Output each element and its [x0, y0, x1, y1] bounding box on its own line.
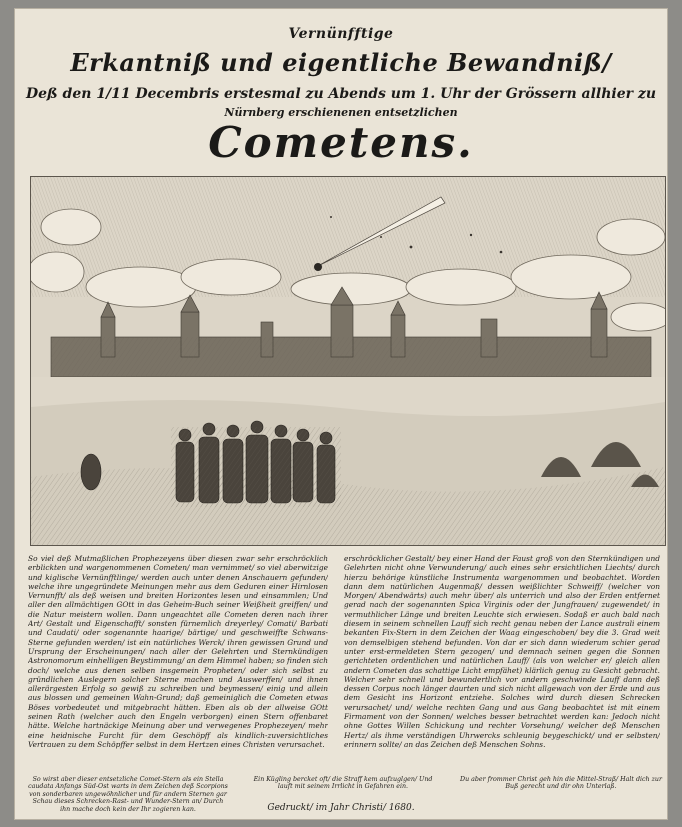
- title-block: [14, 8, 668, 178]
- title-line-2: Erkantniß und eigentliche Bewandniß/: [70, 48, 612, 77]
- body-left-column: So viel deß Mutmaßlichen Prophezeyens über diesen zwar sehr erschröcklich erblickten und wargenommenen Cometen/ man vernimmet/ so viel aberwitzige und kiglische Vernünfftlinge/ werden auch unter denen Anschauern gefunden/ welche ihre ungegründete Meinungen mehr aus dem Geduren einer Hirnlosen Vernunfft/ als deß weisen und breiten Horizontes lesen und einsammlen; Und aller den allmächtigen GOtt in das Geheim-Buch seiner Weißheit greiffen/ und die Natur meistern wollen. Dann ungeachtet alle Cometen deren nach ihrer Art/ Gestalt und Eigenschafft/ sonsten fürnemlich dreyerley/ Comati/ Barbati und Caudati/ oder sogenannte haarige/ bärtige/ und geschweiffte Schwans-Sterne gefunden werden/ ist ein natürliches Werck/ ihren gewissen Grund und Ursprung der Erscheinungen/ nach aller der Gelehrten und Sternkündigen Astronomorum einhelligen Beystimmung/ an dem Himmel haben; so finden sich doch/ welche aus denen selben insgemein Propheten/ oder sich selbst zu gründlichen Auslegern solcher Sterne machen und Auswerffen/ und ihnen allerärgesten Erfolg so gewiß zu schreiben und beymessen/ einig und allein aus blossen und gemeinen Wahn-Grund; daß gemeiniglich die Cometen etwas Böses vorbedeutet und mitgebracht hätten. Eben als ob der allweise GOtt seinen Rath (welcher auch den Engeln verborgen) einen Stern offenbaret hätte. Welche hartnäckige Meinung aber und verwegenes Prophezeyen/ mehr eine heidnische Furcht für dem Geschöpff als kindlich-zuversichtliches Vertrauen zu dem Schöpffer selbst in dem Hertzen eines Christen verursachet.: [28, 554, 328, 749]
- imprint: Gedruckt/ im Jahr Christi/ 1680.: [267, 803, 415, 813]
- verse-center: Ein Kügling bercket oft/ die Straff kem aufzuglgen/ Und lauft mit seinem Irrlicht in Gefahren ein.: [253, 776, 433, 791]
- title-line-1: Vernünfftige: [288, 26, 394, 42]
- body-right-column: erschröcklicher Gestalt/ bey einer Hand der Faust groß von den Sternkündigen und Gelehrten nicht ohne Verwunderung/ auch eines sehr ersichtlichen Liechts/ durch hierzu behörige künstliche Instrumenta wargenommen und beobachtet. Worden dann dem natürlichen Augenmaß/ dessen weißlichter Schweiff/ (welcher von Morgen/ Abendwärts) auch mehr über/ als unterrich und also der Erden entfernet gerad nach der sogenannten Spica Virginis oder der Jungfrauen/ zugewendet/ in vermuthlicher Länge und breiten Leuchte sich erwiesen. Sodaß er auch bald nach diesem in seinem schnellen Lauff sich recht genau neben der Lance australi einem bekanten Fix-Stern in dem Zeichen der Waag eingeschoben/ bey die 3. Grad weit von demselbigen stehend befunden. Von dar er sich dann wiederum schier gerad unter erst-ermeldeten Stern gezogen/ und demnach seinen gegen die Sonnen gerichteten ordentlichen und natürlichen Lauff/ (als von welcher er/ gleich allen andern Cometen das schattige Licht empfähet) klärlich genug zu Gesicht gebracht. Welcher sehr schnell und bewundertlich vor andern geschwinde Lauff dann deß dessen Corpus noch länger daurten und sich nicht allgewach von der Erde und aus dem Gesicht ins Horizont entziehe. Solches wird durch diesen Schrecken verursachet/ und/ welche rechten Gang und aus Gang beobachtet ist mit einem Firmament von der Sonnen/ welches besser betrachtet werden kan: Jedoch nicht ohne Gottes Willen Schickung und rechter Vorsehung/ welcher deß Menschen Hertz/ als ihme verständigen Uhrwercks schleunig beygeschickt/ und er selbsten/ erinnern sollte/ an das Zeichen deß Menschen Sohns.: [344, 554, 660, 749]
- engraving-illustration: [31, 177, 665, 545]
- title-main: Cometens.: [208, 118, 474, 167]
- verse-left-title: So wirst aber dieser entsetzliche Comet-Stern als ein Stella caudata Anfangs Süd-Ost warts in dem Zeichen deß Scorpions von sonderbaren ungewöhnlicher und für andern Sternen gar: [28, 776, 228, 798]
- verse-left-text: Schau dieses Schrecken-Rast- und Wunder-Stern an/ Durch ihn mache doch kein der Ihr zogieren kan.: [32, 798, 224, 813]
- broadside-sheet: [14, 8, 668, 820]
- verse-right: Du aber frommer Christ geh hin die Mittel-Straß/ Halt dich zur Buß gerecht und dir ohn Unterlaß.: [460, 776, 662, 791]
- comet-engraving: [30, 176, 666, 546]
- title-line-4: Nürnberg erschienenen entsetzlichen: [224, 106, 458, 119]
- title-line-3: Deß den 1/11 Decembris erstesmal zu Abends um 1. Uhr der Grössern allhier zu: [25, 86, 657, 102]
- body-text: [28, 554, 660, 764]
